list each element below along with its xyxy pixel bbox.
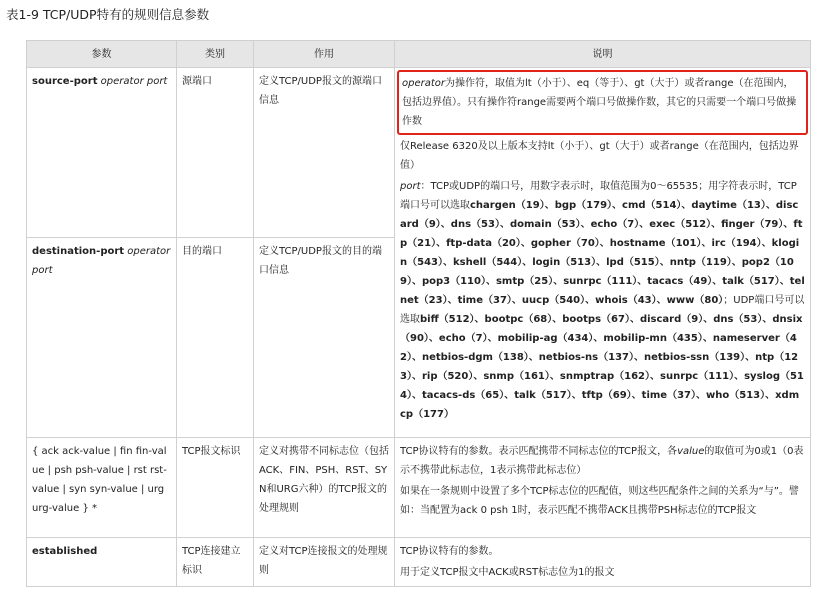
param-destination-port	[27, 238, 177, 438]
operator-term: operator	[402, 78, 446, 89]
param-source-port	[27, 68, 177, 238]
table-caption: 表1-9 TCP/UDP特有的规则信息参数	[6, 7, 210, 22]
params-table	[26, 40, 811, 587]
table-row-tcp-flags	[27, 438, 811, 538]
param-tcp-flags: { ack ack-value | fin fin-value | psh psh-value | rst rst-value | syn syn-value | urg urg-value } *	[27, 438, 177, 538]
param-args: operator port	[32, 246, 171, 276]
role-established: 定义对TCP连接报文的处理规则	[254, 538, 395, 587]
header-desc: 说明	[395, 41, 811, 68]
type-source-port: 源端口	[177, 68, 254, 238]
udp-intro: ；UDP端口号可以选取	[400, 295, 805, 325]
header-param: 参数	[27, 41, 177, 68]
desc-port	[395, 68, 811, 438]
role-tcp-flags: 定义对携带不同标志位（包括ACK、FIN、PSH、RST、SYN和URG六种）的TCP报文的处理规则	[254, 438, 395, 538]
flags-desc-1b: 的取值可为0或1（0表示不携带此标志位，1表示携带此标志位）	[400, 446, 804, 476]
table-row-source-port	[27, 68, 811, 238]
release-note: 仅Release 6320及以上版本支持lt（小于）、gt（大于）或者range（在范围内，包括边界值）	[400, 141, 799, 171]
highlighted-note	[397, 70, 808, 135]
param-args: operator port	[100, 76, 168, 87]
tcp-port-list: chargen（19）、bgp（179）、cmd（514）、daytime（13）、discard（9）、dns（53）、domain（53）、echo（7）、exec（512）、finger（79）、ftp（21）、ftp-data（20）、gopher（70）、hostname（101）、irc（194）、klogin（543）、kshell（544）、login（513）、lpd（515）、nntp（119）、pop2（109）、pop3（110）、smtp（25）、sunrpc（111）、tacacs（49）、talk（517）、telnet（23）、time（37）、uucp（540）、whois（43）、www（80）	[400, 200, 805, 306]
flags-desc-1a: TCP协议特有的参数。表示匹配携带不同标志位的TCP报文，各	[400, 446, 678, 457]
type-established: TCP连接建立标识	[177, 538, 254, 587]
operator-desc: 为操作符，取值为lt（小于）、eq（等于）、gt（大于）或者range（在范围内，包括边界值）。只有操作符range需要两个端口号做操作数，其它的只需要一个端口号做操作数	[402, 78, 797, 127]
port-intro: ：TCP或UDP的端口号，用数字表示时，取值范围为0～65535；用字符表示时，TCP端口号可以选取	[400, 181, 797, 211]
est-desc-1: TCP协议特有的参数。	[400, 546, 499, 557]
header-row	[27, 41, 811, 68]
udp-port-list: biff（512）、bootpc（68）、bootps（67）、discard（9）、dns（53）、dnsix（90）、echo（7）、mobilip-ag（434）、mobilip-mn（435）、nameserver（42）、netbios-dgm（138）、netbios-ns（137）、netbios-ssn（139）、ntp（123）、rip（520）、snmp（161）、snmptrap（162）、sunrpc（111）、syslog（514）、tacacs-ds（65）、talk（517）、tftp（69）、time（37）、who（513）、xdmcp（177）	[400, 314, 804, 420]
param-keyword: source-port	[32, 76, 98, 87]
role-destination-port: 定义TCP/UDP报文的目的端口信息	[254, 238, 395, 438]
type-destination-port: 目的端口	[177, 238, 254, 438]
role-source-port: 定义TCP/UDP报文的源端口信息	[254, 68, 395, 238]
value-term: value	[677, 446, 705, 457]
param-keyword: established	[32, 546, 98, 557]
type-tcp-flags: TCP报文标识	[177, 438, 254, 538]
desc-established	[395, 538, 811, 587]
flags-desc-1	[400, 442, 805, 480]
header-type: 类别	[177, 41, 254, 68]
param-keyword: destination-port	[32, 246, 125, 257]
desc-tcp-flags	[395, 438, 811, 538]
port-term: port	[400, 181, 421, 192]
flags-desc-2: 如果在一条规则中设置了多个TCP标志位的匹配值，则这些匹配条件之间的关系为“与”。譬如：当配置为ack 0 psh 1时，表示匹配不携带ACK且携带PSH标志位的TCP报文	[400, 486, 799, 516]
header-role: 作用	[254, 41, 395, 68]
port-desc	[400, 177, 805, 424]
param-established	[27, 538, 177, 587]
est-desc-2: 用于定义TCP报文中ACK或RST标志位为1的报文	[400, 567, 615, 578]
table-row-established	[27, 538, 811, 587]
